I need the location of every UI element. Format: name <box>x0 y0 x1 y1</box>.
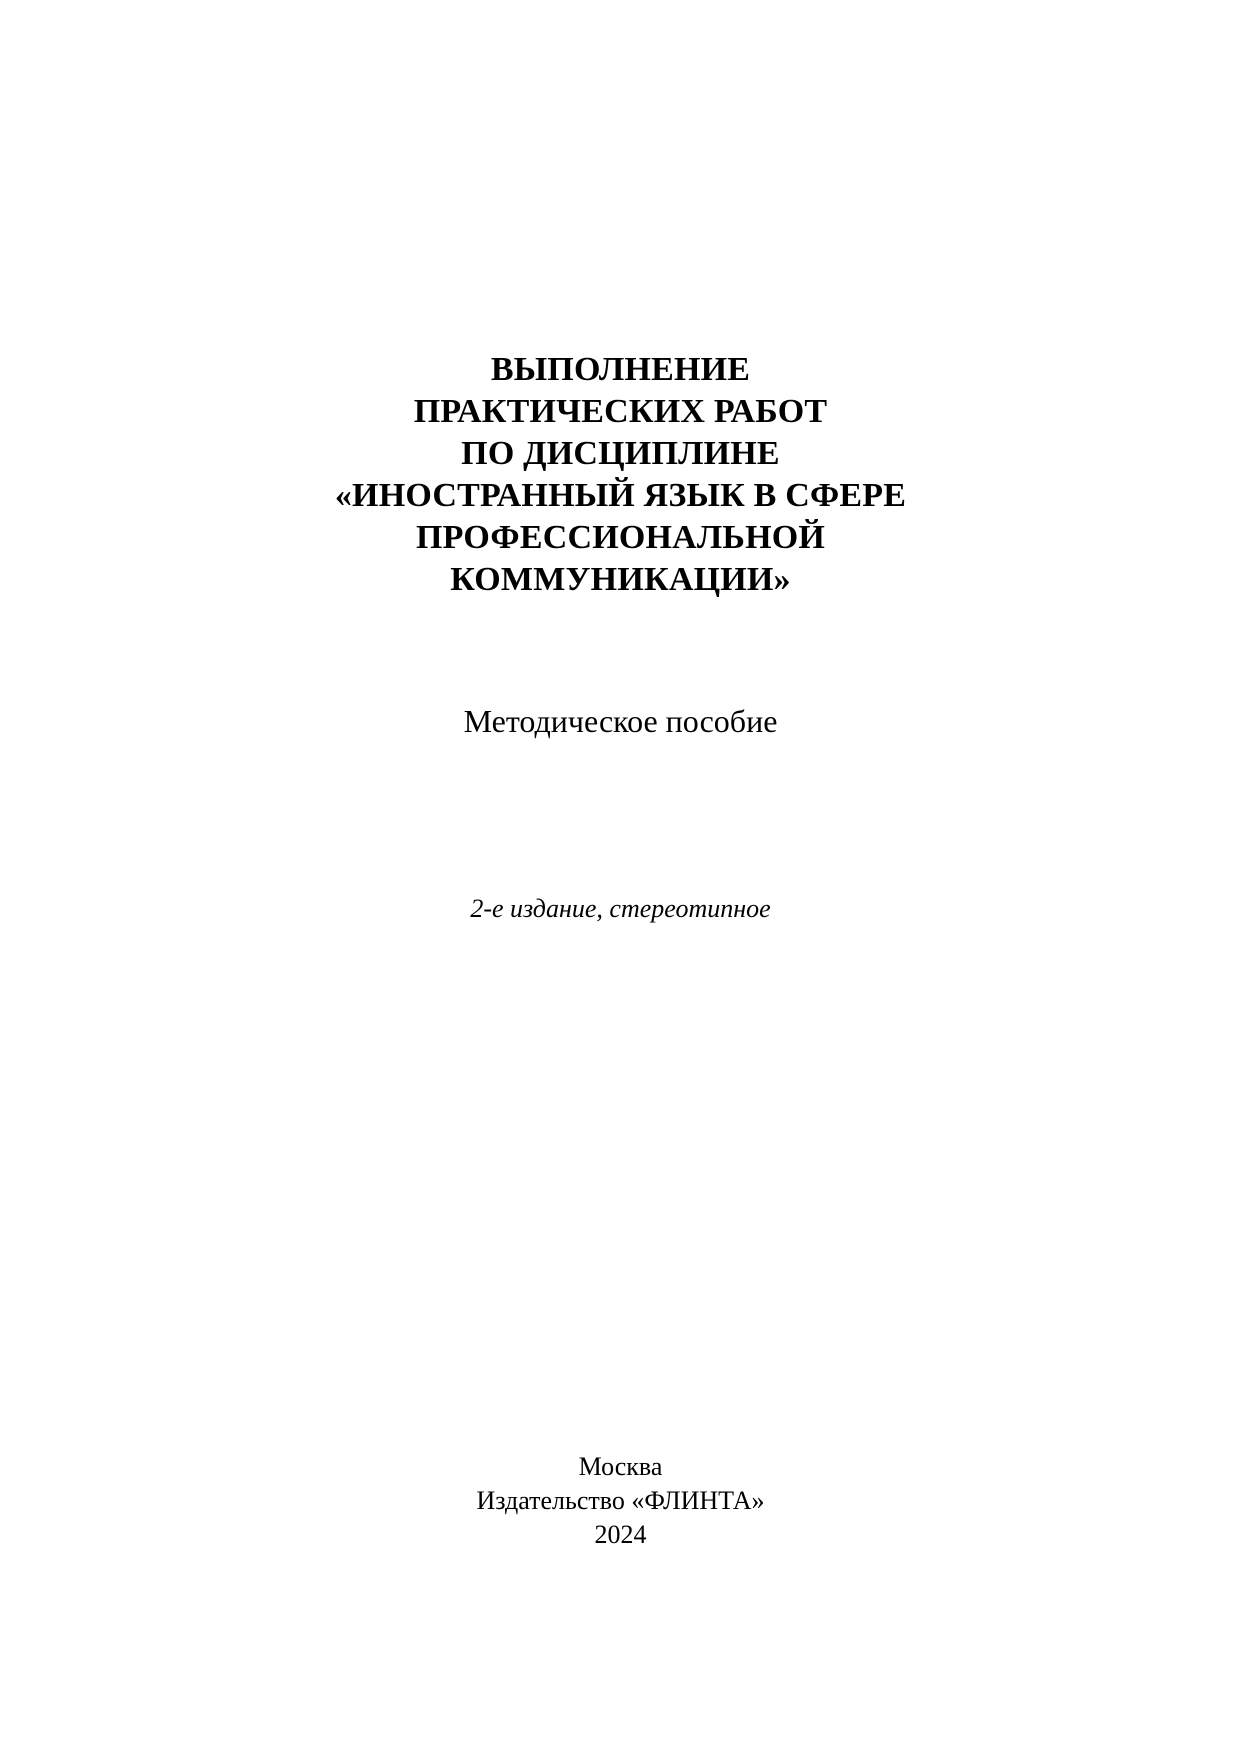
title-line: «ИНОСТРАННЫЙ ЯЗЫК В СФЕРЕ <box>334 477 907 514</box>
title-line: КОММУНИКАЦИИ» <box>450 561 791 598</box>
book-title <box>0 349 1241 601</box>
edition-note: 2-е издание, стереотипное <box>470 894 771 923</box>
title-line: ПРОФЕССИОНАЛЬНОЙ <box>415 519 826 556</box>
title-line: ПО ДИСЦИПЛИНЕ <box>461 435 780 472</box>
title-line: ВЫПОЛНЕНИЕ <box>490 351 751 388</box>
imprint-city: Москва <box>578 1452 663 1481</box>
title-line: ПРАКТИЧЕСКИХ РАБОТ <box>413 393 828 430</box>
imprint-year: 2024 <box>594 1520 647 1549</box>
book-subtitle: Методическое пособие <box>463 703 778 739</box>
imprint-publisher: Издательство «ФЛИНТА» <box>476 1486 765 1515</box>
imprint <box>0 1450 1241 1552</box>
